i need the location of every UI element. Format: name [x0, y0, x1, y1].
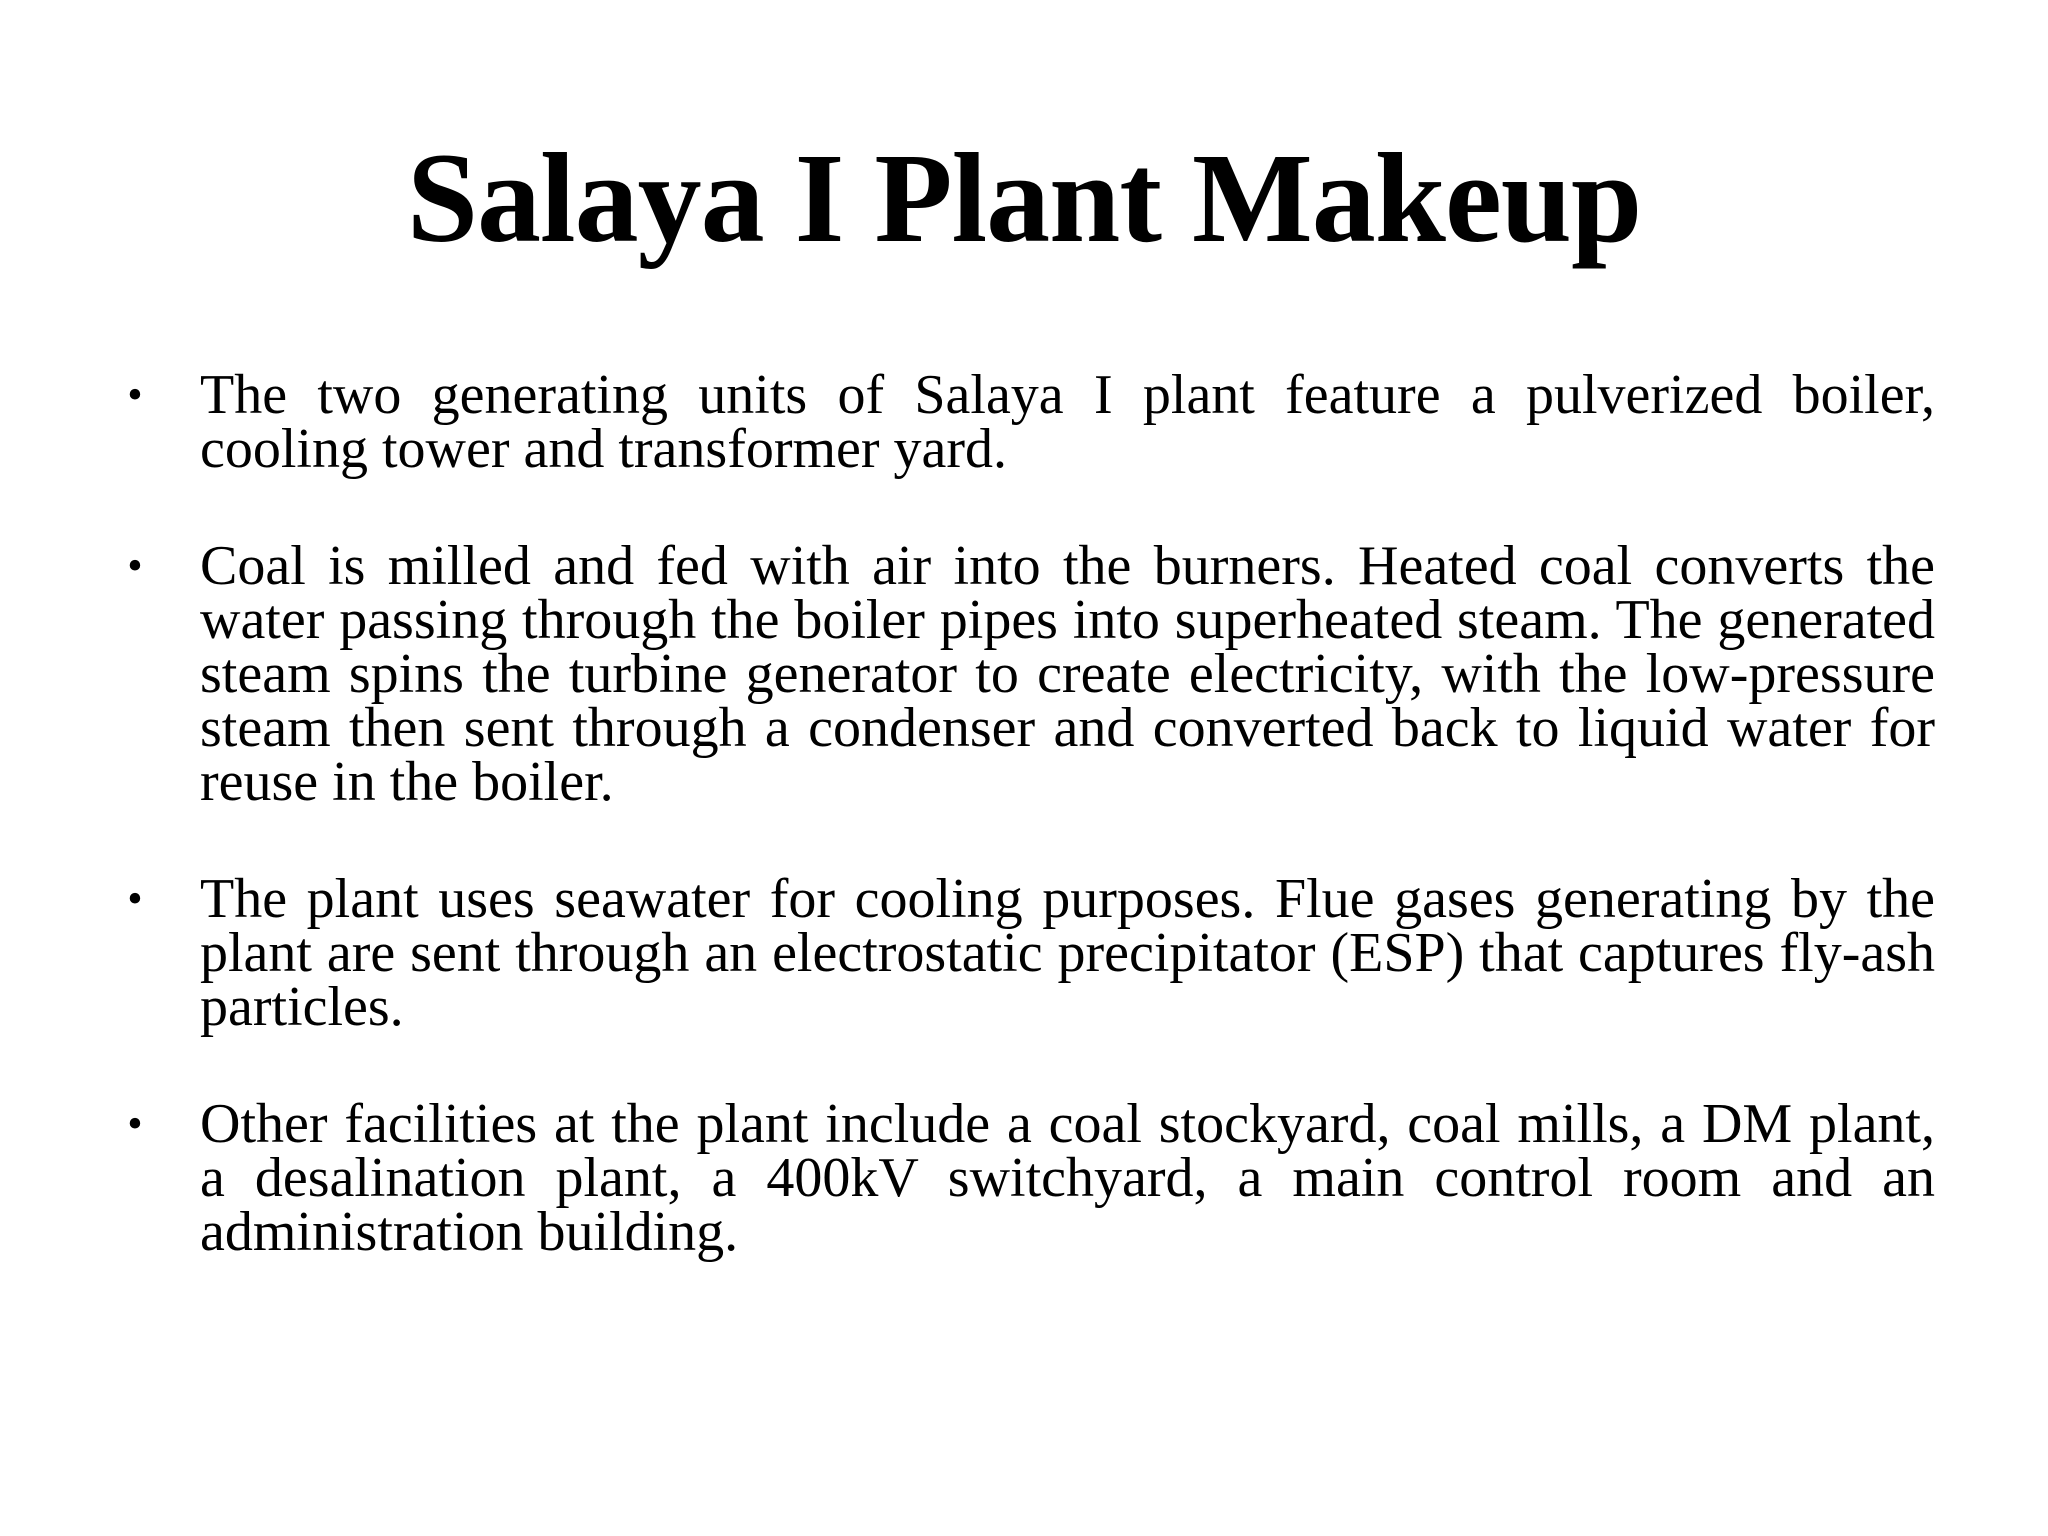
bullet-icon: • [127, 1099, 143, 1148]
bullet-icon: • [127, 370, 143, 419]
bullet-text: Other facilities at the plant include a coal stockyard, coal mills, a DM plant, a desalination plant, a 400kV switchyard, a main control room and an administration building. [200, 1093, 1935, 1263]
bullet-item [127, 535, 1935, 813]
bullet-text: The two generating units of Salaya I plant feature a pulverized boiler, cooling tower and transformer yard. [200, 364, 1935, 480]
bullet-item [127, 364, 1935, 480]
bullet-icon: • [127, 541, 143, 590]
bullet-text: Coal is milled and fed with air into the burners. Heated coal converts the water passing through the boiler pipes into superheated steam. The generated steam spins the turbine generator to create electricity, with the low-pressure steam then sent through a condenser and converted back to liquid water for reuse in the boiler. [200, 535, 1935, 813]
bullet-item [127, 1093, 1935, 1263]
bullet-item [127, 868, 1935, 1038]
slide-title: Salaya I Plant Makeup [406, 127, 1642, 269]
bullet-text: The plant uses seawater for cooling purposes. Flue gases generating by the plant are sent through an electrostatic precipitator (ESP) that captures fly-ash particles. [200, 868, 1935, 1038]
bullet-icon: • [127, 874, 143, 923]
bullet-list [127, 364, 1935, 1263]
